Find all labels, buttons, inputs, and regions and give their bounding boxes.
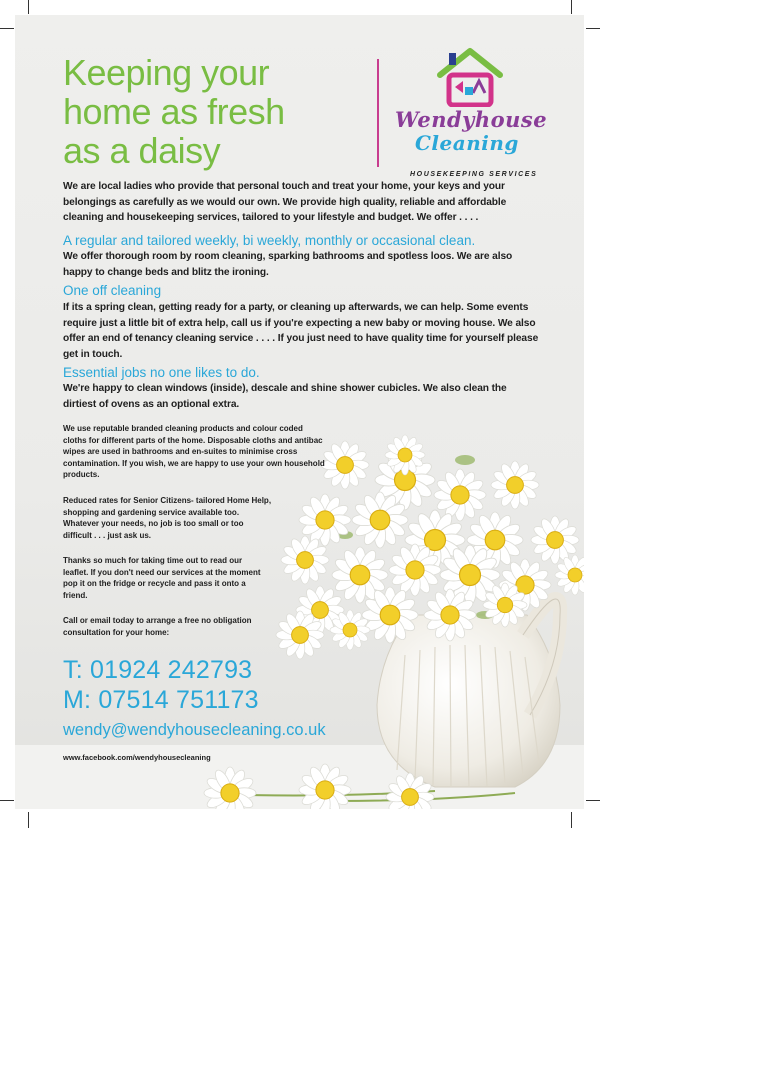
crop-mark [586,28,600,29]
mobile-number[interactable]: M: 07514 751173 [63,686,259,714]
phone-number[interactable]: T: 01924 242793 [63,656,253,684]
section-text-essential: We're happy to clean windows (inside), descale and shine shower cubicles. We also clean the dirtiest of ovens as an optional extra. [63,383,507,410]
house-logo-icon [435,45,505,107]
crop-mark [0,800,14,801]
flyer-page [15,15,584,809]
products-paragraph: We use reputable branded cleaning products and colour coded cloths for different parts of the home. Disposable cloths and antibac wipes are used in bathrooms and en-suites to minimise cross contamination. If you wish, we are happy to use your own household products. [63,424,325,479]
crop-mark [0,28,14,29]
crop-mark [28,812,29,828]
intro-paragraph: We are local ladies who provide that personal touch and treat your home, your keys and your belongings as carefully as we would our own. We provide high quality, reliable and affordable cleaning and housekeeping services, tailored to your lifestyle and budget. We offer . . . . [63,181,507,224]
email-link[interactable]: wendy@wendyhousecleaning.co.uk [63,721,326,739]
headline-line-3: as a daisy [63,130,221,171]
headline [63,53,363,170]
logo-brand-line-2: Cleaning [415,131,519,155]
section-heading-one-off: One off cleaning [63,283,162,298]
section-heading-essential: Essential jobs no one likes to do. [63,365,260,380]
header-divider [377,59,379,167]
section-heading-regular: A regular and tailored weekly, bi weekly, monthly or occasional clean. [63,233,476,248]
call-to-action-paragraph: Call or email today to arrange a free no obligation consultation for your home: [63,616,252,637]
senior-rates-paragraph: Reduced rates for Senior Citizens- tailored Home Help, shopping and gardening service available too. Whatever your needs, no job is too small or too difficult . . . just ask us. [63,496,272,540]
crop-mark [28,0,29,14]
section-text-one-off: If its a spring clean, getting ready for a party, or cleaning up afterwards, we can help. Some events require just a little bit of extra help, call us if you're expecting a new baby or moving house. We also offer an end of tenancy cleaning service . . . . If you just need to have quality time for yourself please get in touch. [63,302,539,360]
crop-mark [571,812,572,828]
crop-mark [586,800,600,801]
headline-line-2: home as fresh [63,91,285,132]
logo-tagline: HOUSEKEEPING SERVICES [410,171,538,178]
headline-line-1: Keeping your [63,52,270,93]
facebook-link[interactable]: www.facebook.com/wendyhousecleaning [63,753,211,762]
thanks-paragraph: Thanks so much for taking time out to read our leaflet. If you don't need our services at the moment pop it on the fridge or recycle and pass it onto a friend. [63,556,261,600]
company-logo [395,45,548,185]
crop-mark [571,0,572,14]
logo-brand-line-1: Wendyhouse [395,107,548,132]
section-text-regular: We offer thorough room by room cleaning, sparking bathrooms and spotless loos. We are also happy to change beds and blitz the ironing. [63,251,513,278]
